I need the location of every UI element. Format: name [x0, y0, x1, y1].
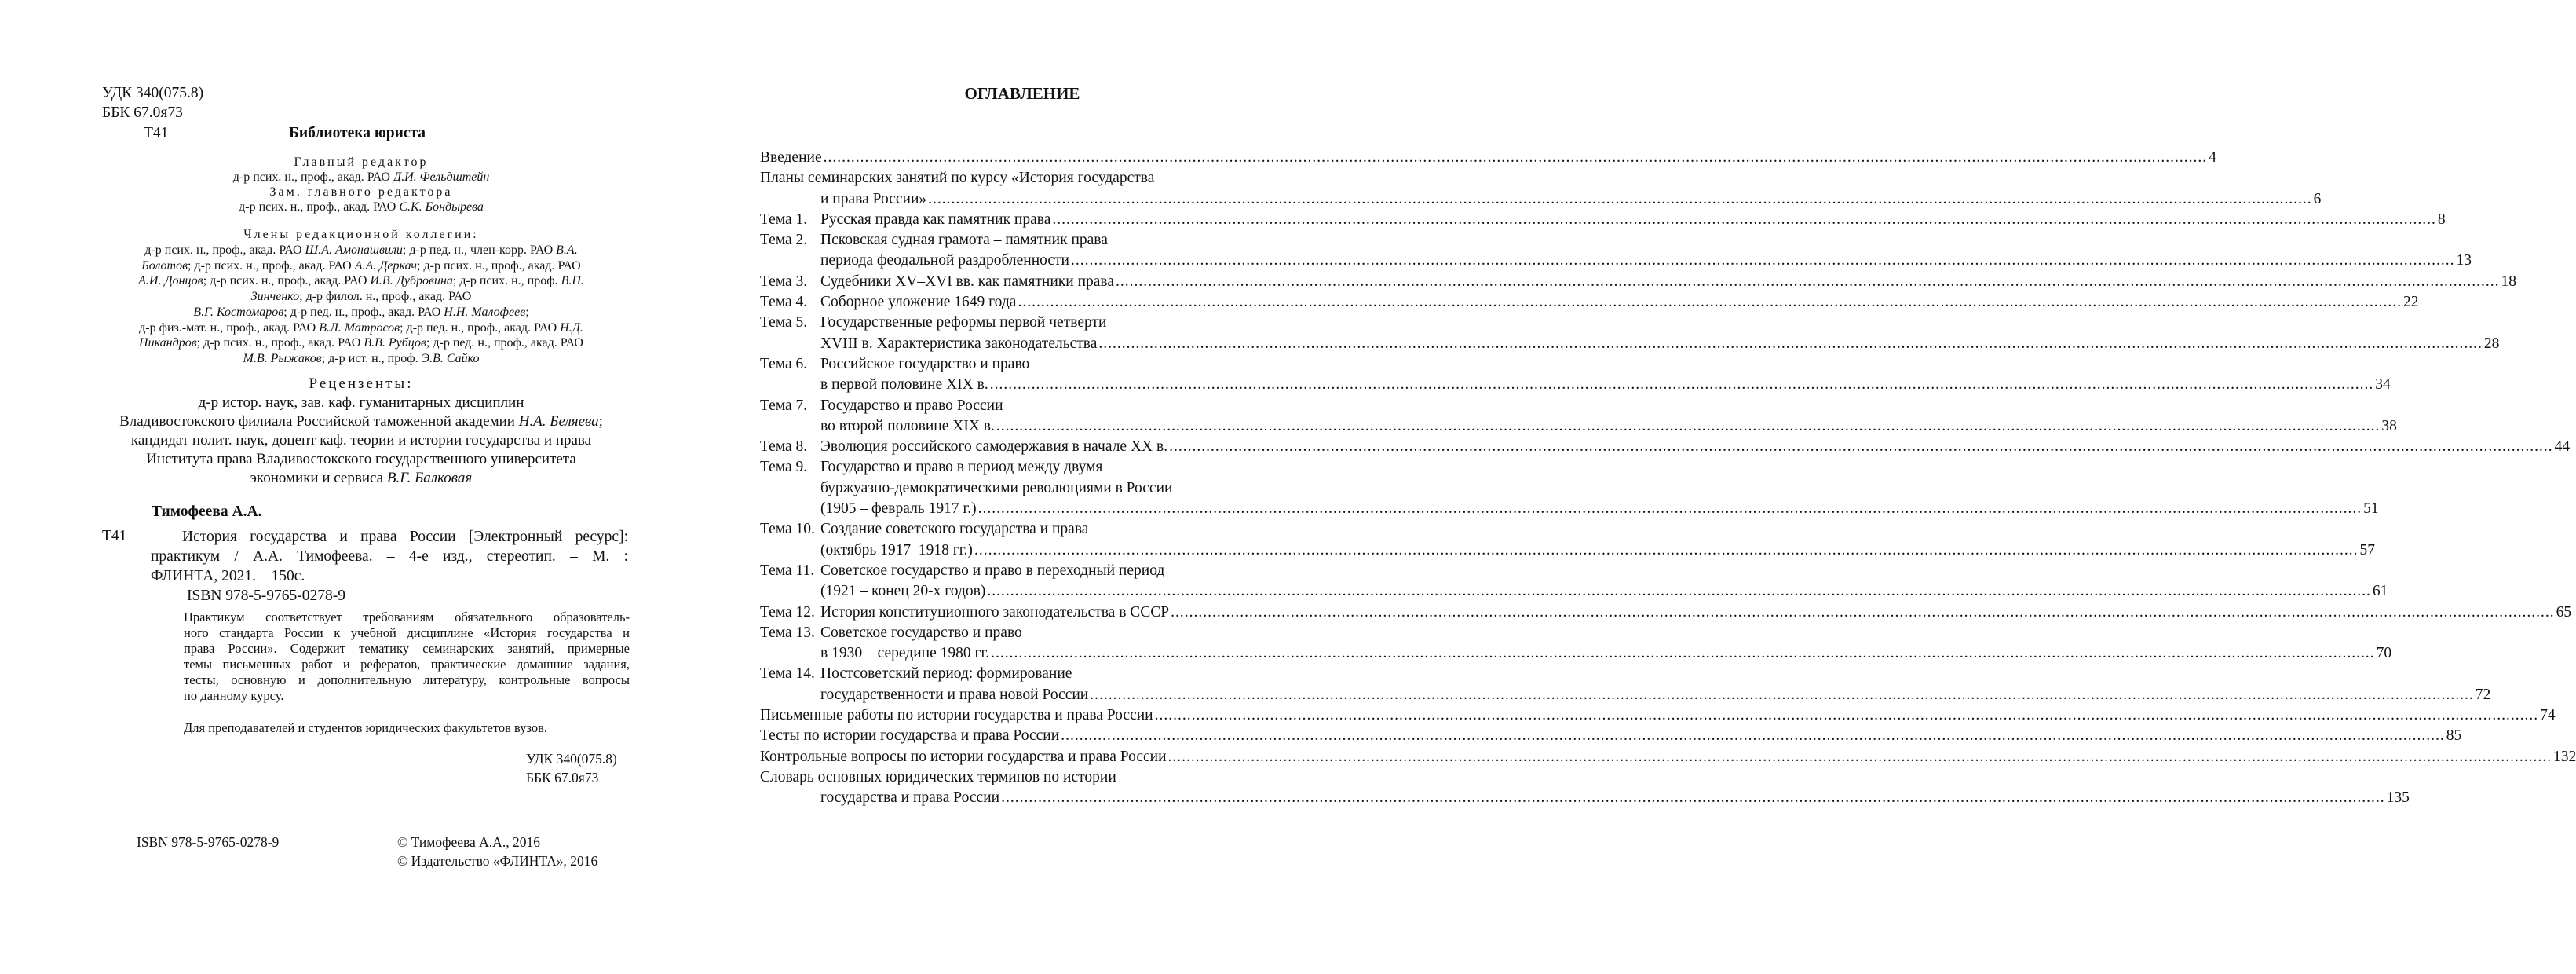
toc-page-number: 8: [2437, 211, 2446, 228]
toc-line: [760, 230, 1284, 251]
toc-topic-number: Тема 9.: [760, 459, 808, 476]
toc-entry[interactable]: [760, 230, 2472, 272]
text-run: д-р истор. наук, зав. каф. гуманитарных дисциплин: [198, 394, 524, 411]
toc-topic-number: Тема 11.: [760, 562, 815, 579]
toc-title: Планы семинарских занятий по курсу «История государства: [760, 170, 1155, 187]
annotation-audience: Для преподавателей и студентов юридических факультетов вузов.: [184, 720, 548, 735]
toc-topic-number: Тема 13.: [760, 624, 815, 641]
toc-leader-dots: ............................................................................................................................................................................................................................................................................................................: [977, 500, 2362, 518]
deputy-editor-name: С.К. Бондырева: [399, 200, 484, 214]
text-run: ; д-р псих. н., проф., акад. РАО: [417, 258, 581, 273]
annotation-line: по данному курсу.: [184, 688, 284, 703]
toc-entry[interactable]: [760, 705, 2556, 726]
toc-line: [760, 189, 2322, 210]
person-name: И.В. Дубровина: [370, 274, 453, 288]
toc-line: [760, 457, 1284, 478]
toc-title: История конституционного законодательства в СССР: [820, 603, 1170, 621]
bib-description: [151, 527, 628, 606]
deputy-editor-degree: д-р псих. н., проф., акад. РАО: [239, 200, 396, 214]
toc-title: Введение: [760, 149, 822, 166]
person-name: В.А.: [556, 244, 578, 257]
reviewer-line: [102, 412, 620, 431]
toc-title: Словарь основных юридических терминов по истории: [760, 768, 1116, 785]
toc-page-number: 135: [2386, 789, 2410, 807]
person-name: Н.А. Беляева: [518, 413, 599, 430]
toc-title: Создание советского государства и права: [820, 521, 1089, 538]
toc-title: Русская правда как памятник права: [820, 211, 1051, 228]
text-run: ; д-р псих. н., проф.: [452, 274, 561, 288]
annotation: [184, 610, 630, 704]
toc-leader-dots: ............................................................................................................................................................................................................................................................................................................: [1052, 211, 2436, 228]
toc-title: Соборное уложение 1649 года: [820, 294, 1017, 311]
toc-title: Контрольные вопросы по истории государства и права России: [760, 748, 1167, 765]
copyright-author: © Тимофеева А.А., 2016: [397, 834, 540, 850]
toc-title: (октябрь 1917–1918 гг.): [820, 541, 973, 558]
toc-leader-dots: ............................................................................................................................................................................................................................................................................................................: [1171, 603, 2555, 621]
text-run: ; д-р ист. н., проф.: [321, 351, 422, 365]
person-name: А.И. Донцов: [138, 274, 203, 288]
person-name: Зинченко: [250, 290, 300, 304]
toc-title: Российское государство и право: [820, 355, 1030, 372]
person-name: Н.Н. Малофеев: [444, 305, 526, 319]
bib-isbn: ISBN 978-5-9765-0278-9: [187, 588, 346, 604]
toc-leader-dots: ............................................................................................................................................................................................................................................................................................................: [991, 645, 2375, 662]
toc-leader-dots: ............................................................................................................................................................................................................................................................................................................: [823, 149, 2208, 166]
toc-entry[interactable]: [760, 313, 2500, 354]
board-members: [102, 243, 620, 367]
toc-entry[interactable]: [760, 437, 2571, 457]
text-run: ; д-р филол. н., проф., акад. РАО: [299, 290, 472, 304]
toc-title: (1905 – февраль 1917 г.): [820, 500, 977, 518]
board-member-line: [102, 320, 620, 336]
toc-page-number: 70: [2376, 645, 2392, 662]
toc-page-number: 6: [2313, 190, 2322, 207]
chief-editor-name: Д.И. Фельдштейн: [393, 170, 490, 184]
text-run: кандидат полит. наук, доцент каф. теории и истории государства и права: [130, 432, 592, 449]
toc-page-number: 65: [2556, 603, 2572, 621]
toc-line: [760, 685, 2491, 705]
toc-title: в первой половине XIX в.: [820, 376, 988, 394]
toc-page-number: 51: [2363, 500, 2379, 518]
bottom-bbk: ББК 67.0я73: [526, 770, 599, 785]
toc-leader-dots: ............................................................................................................................................................................................................................................................................................................: [1154, 707, 2539, 724]
annotation-line: темы письменных работ и рефератов, практические домашние задания,: [184, 657, 630, 672]
bib-author: Тимофеева А.А.: [152, 503, 262, 520]
toc-entry[interactable]: [760, 767, 2410, 809]
reviewer-line: [102, 450, 620, 469]
text-run: ;: [598, 413, 603, 430]
text-run: ; д-р пед. н., проф., акад. РАО: [400, 320, 561, 335]
person-name: В.Л. Матросов: [319, 320, 400, 335]
toc-line: [760, 623, 1284, 643]
toc-line: [760, 272, 2517, 292]
toc-entry[interactable]: [760, 747, 2576, 767]
text-run: экономики и сервиса: [250, 470, 387, 486]
toc-line: [760, 478, 1284, 499]
toc-topic-number: Тема 5.: [760, 314, 808, 331]
toc-title: Государство и право в период между двумя: [820, 459, 1103, 476]
person-name: Э.В. Сайко: [421, 351, 480, 365]
toc-line: [760, 313, 1284, 333]
toc-leader-dots: ............................................................................................................................................................................................................................................................................................................: [1001, 789, 2385, 807]
toc-line: [760, 643, 2392, 664]
toc-line: [760, 375, 2391, 395]
toc-page-number: 132: [2553, 748, 2576, 765]
toc-title: Советское государство и право в переходный период: [820, 562, 1165, 579]
udk-code: УДК 340(075.8): [102, 85, 204, 101]
toc-line: [760, 499, 2379, 519]
toc-line: [760, 788, 2410, 808]
deputy-editor-label: Зам. главного редактора: [269, 185, 453, 199]
editors-block: [102, 155, 620, 214]
toc-entry[interactable]: [760, 292, 2419, 313]
toc-line: [760, 747, 2576, 767]
board-member-line: [102, 273, 620, 289]
toc-leader-dots: ............................................................................................................................................................................................................................................................................................................: [1090, 686, 2474, 703]
toc-line: [760, 416, 2397, 437]
bbk-code: ББК 67.0я73: [102, 104, 183, 121]
toc-line: [760, 396, 1284, 416]
toc-line: [760, 581, 2388, 602]
toc-leader-dots: ............................................................................................................................................................................................................................................................................................................: [974, 541, 2359, 558]
toc-entry[interactable]: [760, 354, 2391, 396]
text-run: ; д-р псих. н., проф., акад. РАО: [188, 258, 355, 273]
toc-topic-number: Тема 6.: [760, 355, 808, 372]
annotation-line: тесты, основную и дополнительную литературу, контрольные вопросы: [184, 672, 630, 687]
toc-line: [760, 148, 2216, 168]
bib-mark: Т41: [102, 528, 127, 544]
table-of-contents: [760, 148, 2576, 809]
toc-entry[interactable]: [760, 272, 2517, 292]
toc-entry[interactable]: [760, 457, 2379, 519]
toc-page-number: 74: [2540, 707, 2556, 724]
text-run: ; д-р пед. н., проф., акад. РАО: [283, 305, 444, 319]
toc-title: в 1930 – середине 1980 гг.: [820, 645, 990, 662]
toc-title: (1921 – конец 20-х годов): [820, 583, 986, 600]
toc-line: [760, 664, 1284, 684]
chief-editor-label: Главный редактор: [294, 156, 429, 169]
toc-line: [760, 251, 2472, 271]
person-name: Никандров: [139, 336, 197, 350]
toc-page-number: 72: [2475, 686, 2491, 703]
toc-line: [760, 602, 2572, 623]
person-name: М.В. Рыжаков: [243, 351, 322, 365]
toc-title: буржуазно-демократическими революциями в России: [820, 479, 1173, 496]
annotation-line: ного стандарта России к учебной дисциплине «История государства и: [184, 625, 630, 640]
deputy-editor: [102, 200, 620, 214]
toc-page-number: 4: [2209, 149, 2216, 166]
toc-page-number: 57: [2359, 541, 2375, 558]
text-run: Владивостокского филиала Российской таможенной академии: [119, 413, 519, 430]
toc-page-number: 22: [2402, 294, 2419, 311]
toc-leader-dots: ............................................................................................................................................................................................................................................................................................................: [1098, 335, 2483, 352]
toc-topic-number: Тема 1.: [760, 211, 808, 228]
toc-title: во второй половине XIX в.: [820, 417, 995, 434]
board-member-line: [102, 305, 620, 320]
toc-line: [760, 705, 2556, 726]
toc-title: Эволюция российского самодержавия в начале XX в.: [820, 438, 1168, 456]
toc-line: [760, 292, 2419, 313]
person-name: В.Г. Костомаров: [193, 305, 284, 319]
reviewer-line: [102, 469, 620, 488]
toc-line: [760, 210, 2446, 230]
toc-topic-number: Тема 7.: [760, 397, 808, 414]
toc-title: Письменные работы по истории государства и права России: [760, 707, 1153, 724]
toc-leader-dots: ............................................................................................................................................................................................................................................................................................................: [1169, 438, 2553, 456]
toc-title: периода феодальной раздробленности: [820, 252, 1069, 269]
chief-editor-degree: д-р псих. н., проф., акад. РАО: [232, 170, 390, 184]
copyright-publisher: © Издательство «ФЛИНТА», 2016: [397, 853, 598, 869]
toc-title: Тесты по истории государства и права России: [760, 727, 1060, 745]
toc-leader-dots: ............................................................................................................................................................................................................................................................................................................: [1070, 252, 2455, 269]
toc-leader-dots: ............................................................................................................................................................................................................................................................................................................: [1061, 727, 2445, 745]
text-run: ;: [525, 305, 529, 319]
bib-line-2: практикум / А.А. Тимофеева. – 4-е изд., стереотип. – М. :: [151, 548, 628, 565]
toc-line: [760, 561, 1284, 581]
text-run: д-р физ.-мат. н., проф., акад. РАО: [139, 320, 320, 335]
toc-line: [760, 334, 2500, 354]
toc-entry[interactable]: [760, 623, 2392, 665]
toc-page-number: 28: [2483, 335, 2500, 352]
toc-entry[interactable]: [760, 148, 2216, 168]
chief-editor: [102, 170, 620, 185]
toc-entry[interactable]: [760, 664, 2491, 705]
toc-page-number: 85: [2446, 727, 2462, 745]
person-name: В.Г. Балковая: [386, 470, 473, 486]
toc-entry[interactable]: [760, 602, 2572, 623]
toc-page-number: 18: [2501, 273, 2517, 290]
toc-page-number: 44: [2554, 438, 2571, 456]
toc-topic-number: Тема 14.: [760, 665, 815, 683]
toc-topic-number: Тема 8.: [760, 438, 808, 456]
reviewers-list: [102, 394, 620, 488]
toc-entry[interactable]: [760, 519, 2375, 561]
toc-title: Псковская судная грамота – памятник права: [820, 232, 1108, 249]
toc-title: Государство и право России: [820, 397, 1003, 414]
toc-title: Судебники XV–XVI вв. как памятники права: [820, 273, 1115, 290]
toc-heading: ОГЛАВЛЕНИЕ: [964, 84, 1080, 103]
board-member-line: [102, 243, 620, 258]
bib-line-1: История государства и права России [Электронный ресурс]:: [182, 529, 628, 545]
bib-line-3: ФЛИНТА, 2021. – 150с.: [151, 568, 305, 584]
board-label: Члены редакционной коллегии:: [243, 228, 479, 241]
board-member-line: [102, 335, 620, 351]
board-member-line: [102, 289, 620, 305]
toc-title: Государственные реформы первой четверти: [820, 314, 1107, 331]
text-run: ; д-р пед. н., член-корр. РАО: [402, 244, 557, 257]
toc-leader-dots: ............................................................................................................................................................................................................................................................................................................: [987, 583, 2371, 600]
toc-title: Постсоветский период: формирование: [820, 665, 1072, 683]
toc-page-number: 34: [2375, 376, 2391, 394]
text-run: ; д-р псих. н., проф., акад. РАО: [196, 336, 364, 350]
toc-page-number: 38: [2381, 417, 2397, 434]
toc-leader-dots: ............................................................................................................................................................................................................................................................................................................: [996, 417, 2381, 434]
toc-title: государственности и права новой России: [820, 686, 1089, 703]
text-run: д-р псих. н., проф., акад. РАО: [144, 244, 305, 257]
footer-isbn: ISBN 978-5-9765-0278-9: [137, 834, 280, 850]
toc-page-number: 61: [2372, 583, 2388, 600]
series-title: Библиотека юриста: [289, 125, 426, 141]
toc-line: [760, 168, 1284, 189]
toc-leader-dots: ............................................................................................................................................................................................................................................................................................................: [1167, 748, 2552, 765]
toc-leader-dots: ............................................................................................................................................................................................................................................................................................................: [1116, 273, 2500, 290]
annotation-line: Практикум соответствует требованиям обязательного образователь-: [184, 610, 630, 624]
toc-line: [760, 437, 2571, 457]
person-name: Ш.А. Амонашвили: [305, 244, 403, 257]
toc-line: [760, 726, 2462, 746]
toc-entry[interactable]: [760, 561, 2388, 602]
board-member-line: [102, 351, 620, 367]
toc-topic-number: Тема 10.: [760, 521, 815, 538]
annotation-line: права России». Содержит тематику семинарских занятий, примерные: [184, 641, 630, 656]
toc-topic-number: Тема 4.: [760, 294, 808, 311]
toc-entry[interactable]: [760, 396, 2397, 438]
toc-line: [760, 540, 2375, 561]
reviewers-label: Рецензенты:: [309, 375, 414, 392]
toc-line: [760, 354, 1284, 375]
toc-topic-number: Тема 2.: [760, 232, 808, 249]
toc-title: и права России»: [820, 190, 927, 207]
toc-entry[interactable]: [760, 168, 2322, 210]
toc-leader-dots: ............................................................................................................................................................................................................................................................................................................: [1018, 294, 2402, 311]
text-run: ; д-р пед. н., проф., акад. РАО: [426, 336, 583, 350]
reviewer-line: [102, 394, 620, 412]
toc-title: XVIII в. Характеристика законодательства: [820, 335, 1098, 352]
toc-topic-number: Тема 3.: [760, 273, 808, 290]
person-name: Болотов: [141, 258, 188, 273]
text-run: Института права Владивостокского государственного университета: [146, 451, 576, 467]
toc-title: государства и права России: [820, 789, 1000, 807]
toc-line: [760, 767, 1284, 788]
text-run: ; д-р псих. н., проф., акад. РАО: [203, 274, 371, 288]
bottom-udk: УДК 340(075.8): [526, 751, 617, 767]
person-name: А.А. Деркач: [354, 258, 418, 273]
toc-page-number: 13: [2456, 252, 2472, 269]
toc-entry[interactable]: [760, 210, 2446, 230]
toc-topic-number: Тема 12.: [760, 603, 815, 621]
toc-title: Советское государство и право: [820, 624, 1022, 641]
toc-line: [760, 519, 1284, 540]
person-name: В.П.: [561, 274, 584, 288]
toc-entry[interactable]: [760, 726, 2462, 746]
toc-leader-dots: ............................................................................................................................................................................................................................................................................................................: [989, 376, 2374, 394]
board-member-line: [102, 258, 620, 274]
author-mark: Т41: [144, 125, 169, 141]
person-name: Н.Д.: [560, 320, 583, 335]
toc-leader-dots: ............................................................................................................................................................................................................................................................................................................: [928, 190, 2312, 207]
reviewer-line: [102, 431, 620, 450]
person-name: В.В. Рубцов: [364, 336, 426, 350]
